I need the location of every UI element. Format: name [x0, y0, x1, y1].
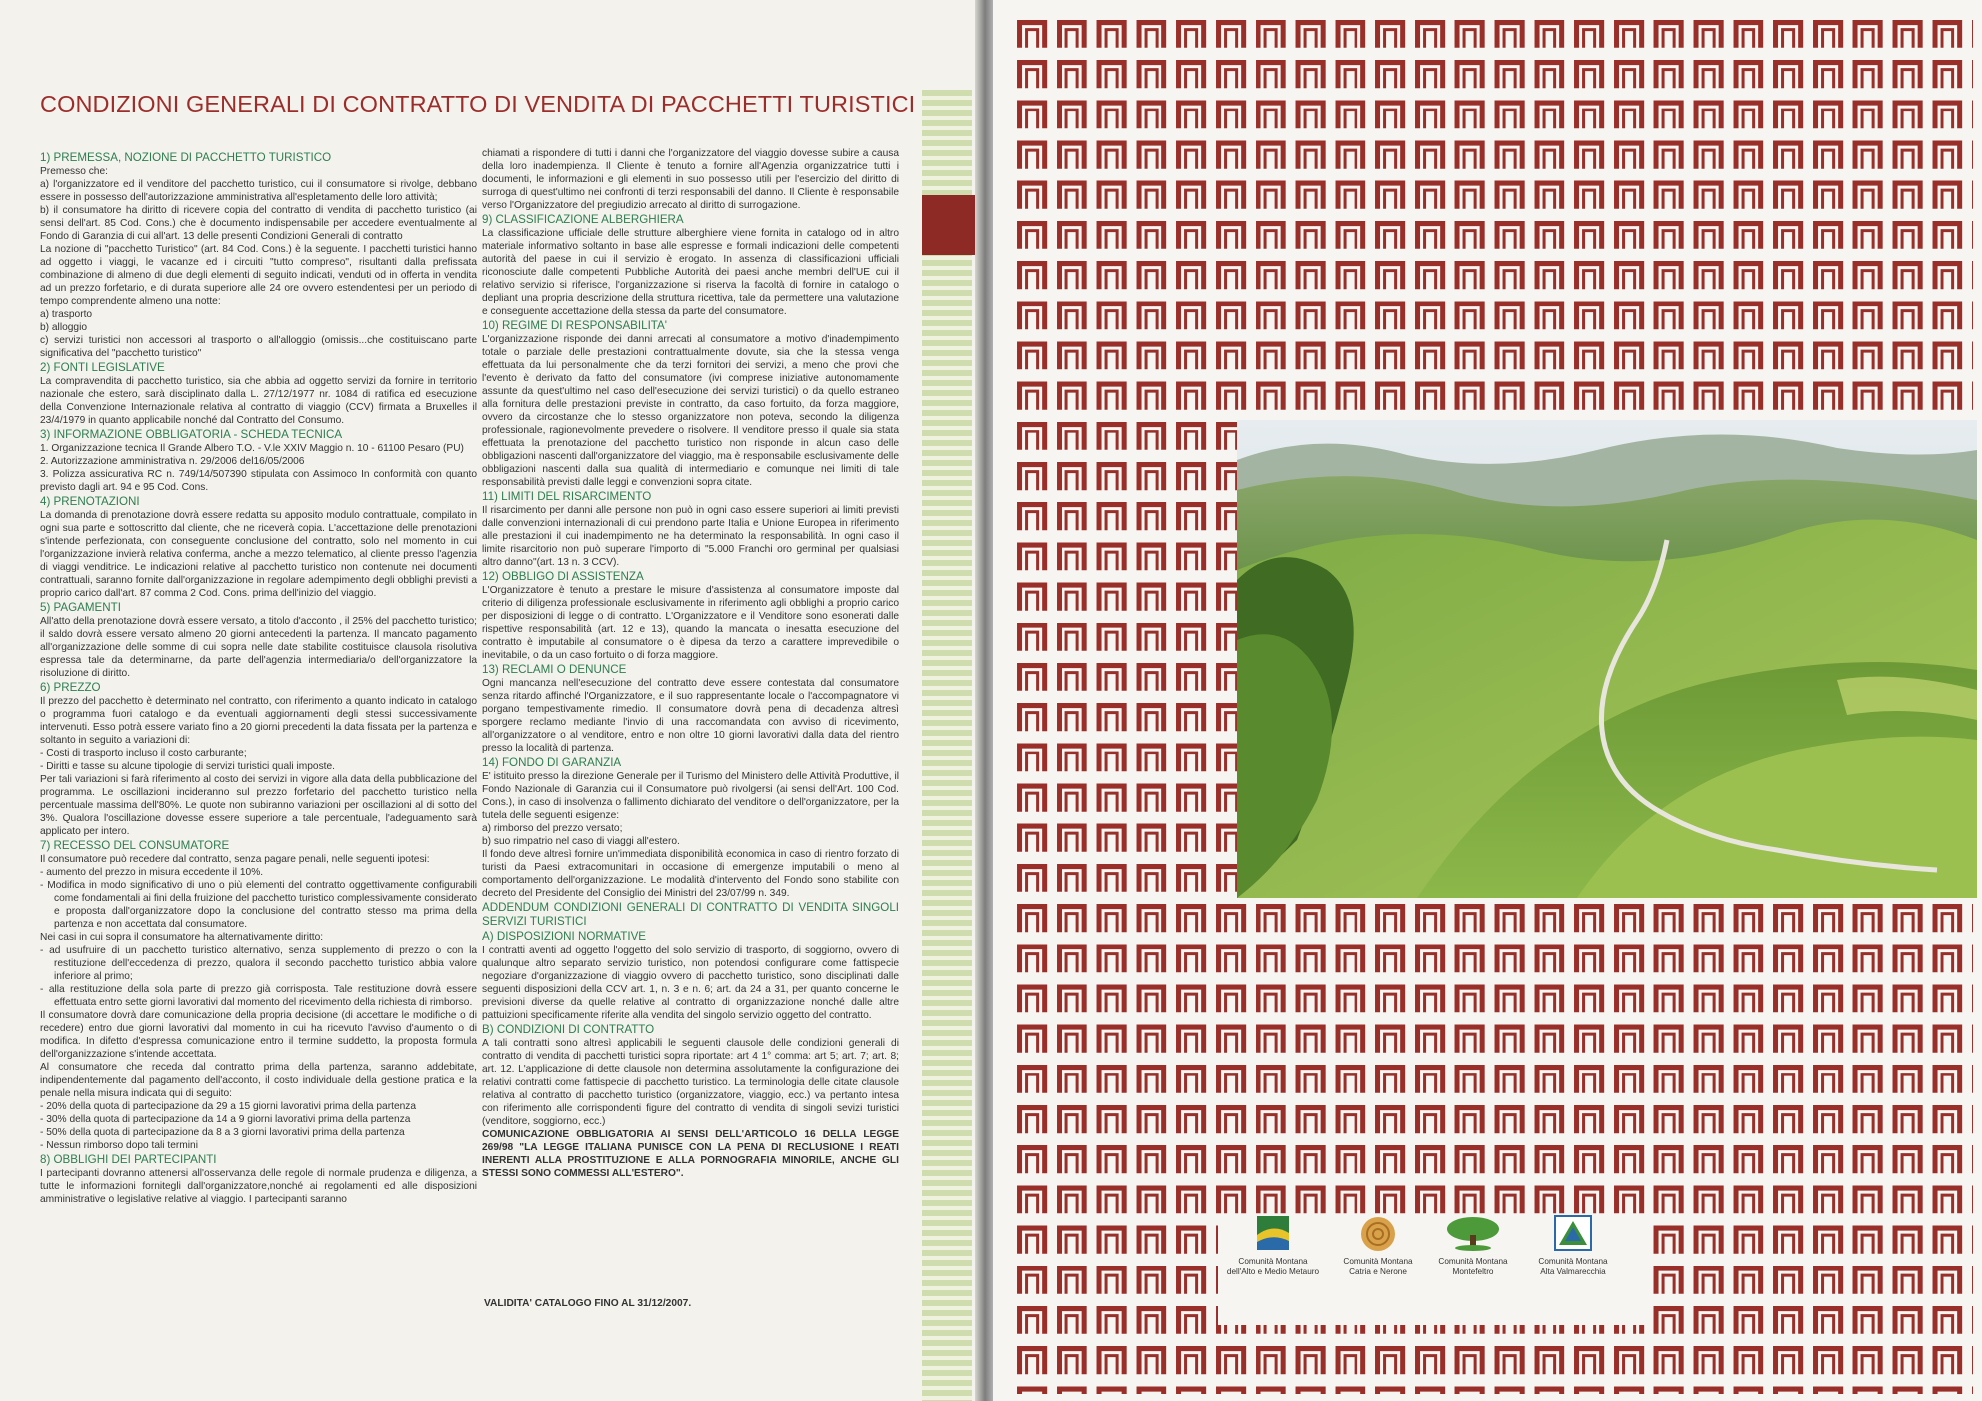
tree-logo-icon	[1418, 1215, 1528, 1253]
paragraph: L'Organizzatore è tenuto a prestare le misure d'assistenza al consumatore imposte dal criterio di diligenza professionale esclusivamente in riferimento agli obblighi a proprio carico per disposizioni di legge o di contratto. L'Organizzatore e il Venditore sono esonerati dalle rispettive responsabilità (art. 12 e 13), quando la mancata o inesatta esecuzione del contratto è imputabile al consumatore o è dipesa da terzo a carattere imprevedibile o inevitabile, o da un caso fortuito o di forza maggiore.	[482, 585, 899, 661]
paragraph: L'organizzazione risponde dei danni arrecati al consumatore a motivo d'inadempimento totale o parziale delle prestazioni contrattualmente dovute, sia che la stessa venga effettuata da lui personalmente che da terzi fornitori dei servizi, a meno che provi che l'evento è derivato da fatto del consumatore (ivi comprese iniziative autonomamente assunte da quest'ultimo nel caso dell'esecuzione dei servizi turistici) o da quello estraneo alla fornitura delle prestazioni previste in contratto, da caso fortuito, da forza maggiore, ovvero da circostanze che lo stesso organizzatore non poteva, secondo la diligenza professionale, ragionevolmente prevedere o risolvere. Il venditore presso il quale sia stata effettuata la prenotazione del pacchetto turistico non risponde in alcun caso delle obbligazioni nascenti dall'organizzatore del viaggio, ma è responsabile esclusivamente delle obbligazioni nascenti dalla sua qualità di intermediario e comunque nei limiti di tale responsabilità previsti dalle leggi e convenzioni sopra citate.	[482, 334, 899, 488]
paragraph: b) suo rimpatrio nel caso di viaggi all'estero.	[482, 836, 680, 847]
paragraph: a) trasporto	[40, 309, 93, 320]
shell-logo-icon	[1323, 1215, 1433, 1253]
paragraph: La domanda di prenotazione dovrà essere redatta su apposito modulo contrattuale, compilato in ogni sua parte e sottoscritto dal cliente, che ne riceverà copia. L'accettazione delle prenotazioni s'intende perfezionata, con conseguente conclusione del contratto, solo nel momento in cui l'organizzazione invierà relativa conferma, anche a mezzo telematico, al cliente presso l'agenzia di viaggi venditrice. Le indicazioni relative al pacchetto turistico non contenute nei documenti contrattuali, saranno fornite dall'organizzazione in regolare adempimento degli obblighi previsti a proprio carico dall'art. 87 comma 2 Cod. Cons. prima dell'inizio del viaggio.	[40, 510, 477, 599]
logo-caption-line1: Comunità Montana	[1238, 1257, 1308, 1266]
section-heading: A) DISPOSIZIONI NORMATIVE	[482, 930, 647, 943]
section-heading: 12) OBBLIGO DI ASSISTENZA	[482, 570, 644, 583]
section-heading: 6) PREZZO	[40, 681, 101, 694]
community-logo	[1518, 1215, 1628, 1277]
list-item: - Modifica in modo significativo di uno o più elementi del contratto oggettivamente configurabili come fondamentali ai fini della fruizione del pacchetto turistico complessivamente considerato e proposta dall'organizzatore dopo la conclusione del contratto stesso ma prima della partenza e non accettata dal consumatore.	[40, 880, 477, 930]
list-item: - Costi di trasporto incluso il costo carburante;	[40, 748, 247, 759]
notice-paragraph: COMUNICAZIONE OBBLIGATORIA AI SENSI DELL'ARTICOLO 16 DELLA LEGGE 269/98 "LA LEGGE ITALIANA PUNISCE CON LA PENA DI RECLUSIONE I REATI INERENTI ALLA PROSTITUZIONE E ALLA PORNOGRAFIA MINORILE, ANCHE GLI STESSI SONO COMMESSI ALL'ESTERO".	[482, 1129, 899, 1179]
paragraph: La compravendita di pacchetto turistico, sia che abbia ad oggetto servizi da fornire in territorio nazionale che estero, sarà disciplinato dalla L. 27/12/1977 nr. 1084 di ratifica ed esecuzione della Convenzione Internazionale relativa al contratto di viaggio (CCV) firmata a Bruxelles il 23/4/1979 in quanto applicabile nonché dal Contratto del Consumo.	[40, 376, 477, 426]
section-heading: B) CONDIZIONI DI CONTRATTO	[482, 1023, 655, 1036]
paragraph: Per tali variazioni si farà riferimento al costo dei servizi in vigore alla data della pubblicazione del programma. Le oscillazioni incideranno sul prezzo forfetario del pacchetto turistico nella percentuale massima dell'80%. Le quote non subiranno variazioni per oscillazioni al di sotto del 3%. Qualora l'oscillazione dovesse essere superiore a tale percentuale, l'adeguamento sarà applicato per intero.	[40, 774, 477, 837]
section-heading: 2) FONTI LEGISLATIVE	[40, 361, 165, 374]
community-logo	[1218, 1215, 1328, 1277]
logo-caption-line2: dell'Alto e Medio Metauro	[1226, 1267, 1320, 1276]
section-heading: 13) RECLAMI O DENUNCE	[482, 663, 627, 676]
paragraph: a) rimborso del prezzo versato;	[482, 823, 623, 834]
landscape-photo	[1237, 420, 1977, 898]
list-item: - aumento del prezzo in misura eccedente il 10%.	[40, 867, 264, 878]
validity-note: VALIDITA' CATALOGO FINO AL 31/12/2007.	[484, 1298, 692, 1309]
paragraph: Il risarcimento per danni alle persone non può in ogni caso essere superiori ai limiti previsti dalle convenzioni internazionali di cui prendono parte Italia e Unione Europea in riferimento alle prestazioni il cui inadempimento ne ha determinato la responsabilità. In ogni caso il limite risarcitorio non può superare l'importo di "5.000 Franchi oro germinal per qualsiasi altro danno"(art. 13 n. 3 CCV).	[482, 505, 899, 568]
logo-caption-line2: Montefeltro	[1452, 1267, 1494, 1276]
list-item: - ad usufruire di un pacchetto turistico alternativo, senza supplemento di prezzo o con la restituzione dell'eccedenza di prezzo, qualora il secondo pacchetto turistico abbia valore inferiore al primo;	[40, 945, 477, 982]
paragraph: La classificazione ufficiale delle strutture alberghiere viene fornita in catalogo od in altro materiale informativo soltanto in base alle espresse e formali indicazioni delle competenti autorità del paese in cui il servizio è erogato. In assenza di classificazioni ufficiali riconosciute dalle competenti Pubbliche Autorità dei paesi anche membri dell'UE cui il relativo servizio si riferisce, l'organizzazione si riserva la facoltà di fornire in catalogo o depliant una propria descrizione della struttura ricettiva, tale da permettere una valutazione e conseguente accettazione della stessa da parte del consumatore.	[482, 228, 899, 317]
paragraph: Il prezzo del pacchetto è determinato nel contratto, con riferimento a quanto indicato in catalogo o programma fuori catalogo e da eventuali aggiornamenti degli stessi successivamente intervenuti. Esso potrà essere variato fino a 20 giorni precedenti la data fissata per la partenza e soltanto in seguito a variazioni di:	[40, 696, 477, 746]
community-logo	[1418, 1215, 1528, 1277]
paragraph: I contratti aventi ad oggetto l'oggetto del solo servizio di trasporto, di soggiorno, ovvero di qualunque altro separato servizio turistico, non potendosi configurare come fattispecie negoziare d'organizzazione di viaggio ovvero di pacchetto turistico, sono disciplinati dalle seguenti disposizioni della CCV art. 1, n. 3 e n. 6; art. da 24 a 31, per quanto concerne le previsioni diverse da quelle relative al contratto di organizzazione nonché dalle altre pattuizioni specificamente riferite alla vendita del singolo servizio oggetto del contratto.	[482, 945, 899, 1021]
section-heading: ADDENDUM CONDIZIONI GENERALI DI CONTRATTO DI VENDITA SINGOLI SERVIZI TURISTICI	[482, 901, 899, 928]
list-item: - Nessun rimborso dopo tali termini	[40, 1140, 198, 1151]
section-heading: 5) PAGAMENTI	[40, 601, 121, 614]
paragraph: 1. Organizzazione tecnica Il Grande Albero T.O. - V.le XXIV Maggio n. 10 - 61100 Pesaro (PU)	[40, 443, 464, 454]
logo-caption-line2: Alta Valmarecchia	[1540, 1267, 1606, 1276]
section-heading: 4) PRENOTAZIONI	[40, 495, 140, 508]
logo-caption-line1: Comunità Montana	[1538, 1257, 1608, 1266]
logo-caption-line2: Catria e Nerone	[1349, 1267, 1407, 1276]
text-column-right	[482, 147, 899, 1180]
section-heading: 9) CLASSIFICAZIONE ALBERGHIERA	[482, 213, 684, 226]
paragraph: Nei casi in cui sopra il consumatore ha alternativamente diritto:	[40, 932, 324, 943]
decorative-stripes	[922, 90, 972, 1401]
paragraph: b) il consumatore ha diritto di ricevere copia del contratto di vendita di pacchetto turistico (ai sensi dell'art. 85 Cod. Cons.) che è documento indispensabile per accedere eventualmente al Fondo di Garanzia di cui all'art. 13 delle presenti Condizioni Generali di contratto	[40, 205, 477, 242]
text-column-left	[40, 150, 477, 1206]
list-item: - 20% della quota di partecipazione da 29 a 15 giorni lavorativi prima della partenza	[40, 1101, 417, 1112]
paragraph: c) servizi turistici non accessori al trasporto o all'alloggio (omissis...che costituiscano parte significativa del "pacchetto turistico"	[40, 335, 477, 359]
page-title: CONDIZIONI GENERALI DI CONTRATTO DI VENDITA DI PACCHETTI TURISTICI	[40, 91, 916, 117]
logo-caption-line1: Comunità Montana	[1343, 1257, 1413, 1266]
triangle-logo-icon	[1518, 1215, 1628, 1253]
paragraph: b) alloggio	[40, 322, 88, 333]
section-heading: 11) LIMITI DEL RISARCIMENTO	[482, 490, 652, 503]
paragraph: Premesso che:	[40, 166, 108, 177]
list-item: - 30% della quota di partecipazione da 14 a 9 giorni lavorativi prima della partenza	[40, 1114, 411, 1125]
paragraph: 3. Polizza assicurativa RC n. 749/14/507390 stipulata con Assimoco In conformità con quanto previsto dagli art. 94 e 95 Cod. Cons.	[40, 469, 477, 493]
paragraph: Il consumatore può recedere dal contratto, senza pagare penali, nelle seguenti ipotesi:	[40, 854, 430, 865]
section-heading: 10) REGIME DI RESPONSABILITA'	[482, 319, 667, 332]
paragraph: chiamati a rispondere di tutti i danni che l'organizzatore del viaggio dovesse subire a causa della loro inadempienza. Il Cliente è tenuto a fornire all'Agenzia organizzatrice tutti i documenti, le informazioni e gli elementi in suo possesso utili per l'esercizio del diritto di surroga di quest'ultimo nei confronti di terzi responsabili del danno. Il Cliente è responsabile verso l'Organizzatore del pregiudizio arrecato al diritto di surrogazione.	[482, 148, 899, 211]
logo-caption-line1: Comunità Montana	[1438, 1257, 1508, 1266]
section-heading: 7) RECESSO DEL CONSUMATORE	[40, 839, 230, 852]
paragraph: A tali contratti sono altresì applicabili le seguenti clausole delle condizioni generali di contratto di vendita di pacchetti turistici sopra riportate: art 4 1° comma: art 5; art. 7; art. 8; art. 12. L'applicazione di dette clausole non determina assolutamente la configurazione dei relativi contratti come fattispecie di pacchetto turistico. La terminologia delle citate clausole relativa al contratto di pacchetto turistico (organizzatore, viaggio, ecc.) va pertanto intesa con riferimento alle corrispondenti figure del contratto di vendita di singoli sevizi turistici (venditore, soggiorno, ecc.)	[482, 1038, 899, 1127]
paragraph: Al consumatore che receda dal contratto prima della partenza, saranno addebitate, indipendentemente dal pagamento dell'acconto, il costo individuale della gestione pratica e la penale nella misura indicata qui di seguito:	[40, 1062, 477, 1099]
page-gutter	[975, 0, 995, 1401]
metauro-logo-icon	[1218, 1215, 1328, 1253]
left-page	[0, 0, 985, 1401]
paragraph: E' istituito presso la direzione Generale per il Turismo del Ministero delle Attività Produttive, il Fondo Nazionale di Garanzia cui il Consumatore può rivolgersi (ai sensi dell'Art. 100 Cod. Cons.), in caso di insolvenza o fallimento dichiarato del venditore o dell'organizzatore, per la tutela delle seguenti esigenze:	[482, 771, 899, 821]
section-heading: 3) INFORMAZIONE OBBLIGATORIA - SCHEDA TECNICA	[40, 428, 343, 441]
section-heading: 8) OBBLIGHI DEI PARTECIPANTI	[40, 1153, 217, 1166]
paragraph: All'atto della prenotazione dovrà essere versato, a titolo d'acconto , il 25% del pacchetto turistico; il saldo dovrà essere versato almeno 20 giorni antecedenti la partenza. Il mancato pagamento all'organizzazione delle somme di cui sopra nelle date stabilite costituisce clausola risolutiva espressa tale da determinarne, da parte dell'agenzia intermediaria/o dell'organizzatore la risoluzione di diritto.	[40, 616, 477, 679]
list-item: - Diritti e tasse su alcune tipologie di servizi turistici quali imposte.	[40, 761, 335, 772]
paragraph: La nozione di "pacchetto Turistico" (art. 84 Cod. Cons.) è la seguente. I pacchetti turistici hanno ad oggetto i viaggi, le vacanze ed i circuiti "tutto compreso", risultanti dalla prefissata combinazione di almeno di due degli elementi di seguito indicati, venduti od in offerta in vendita ad un prezzo forfetario, e di durata superiore alle 24 ore ovvero estendentesi per un periodo di tempo comprendente almeno una notte:	[40, 244, 477, 307]
community-logo	[1323, 1215, 1433, 1277]
paragraph: I partecipanti dovranno attenersi all'osservanza delle regole di normale prudenza e diligenza, a tutte le informazioni fornitegli dall'organizzatore,nonché ai regolamenti ed alle disposizioni amministrative o legislative relative al viaggio. I partecipanti saranno	[40, 1168, 477, 1205]
paragraph: Il consumatore dovrà dare comunicazione della propria decisione (di accettare le modifiche o di recedere) entro due giorni lavorativi dal momento in cui ha ricevuto l'avviso d'aumento o di modifica. In difetto d'espressa comunicazione entro il termine suddetto, la proposta formula dell'organizzazione s'intende accettata.	[40, 1010, 477, 1060]
paragraph: Ogni mancanza nell'esecuzione del contratto deve essere contestata dal consumatore senza ritardo affinché l'Organizzatore, e il suo rappresentante locale o l'accompagnatore vi porgano tempestivamente rimedio. Il consumatore dovrà pena di decadenza altresì sporgere reclamo mediante l'invio di una raccomandata con avviso di ricevimento, all'organizzatore o al venditore, entro e non oltre 10 giorni lavorativi dalla data del rientro presso la località di partenza.	[482, 678, 899, 754]
paragraph: Il fondo deve altresì fornire un'immediata disponibilità economica in caso di rientro forzato di turisti da Paesi extracomunitari in occasione di emergenze imputabili o meno al comportamento dell'organizzazione. Le modalità d'intervento del Fondo sono stabilite con decreto del Presidente del Consiglio dei Ministri del 23/07/99 n. 349.	[482, 849, 899, 899]
list-item: - alla restituzione della sola parte di prezzo già corrisposta. Tale restituzione dovrà essere effettuata entro sette giorni lavorativi dal momento del ricevimento della richiesta di rimborso.	[40, 984, 477, 1008]
right-page	[993, 0, 1982, 1401]
logo-row	[1218, 1215, 1648, 1325]
list-item: - 50% della quota di partecipazione da 8 a 3 giorni lavorativi prima della partenza	[40, 1127, 405, 1138]
section-heading: 14) FONDO DI GARANZIA	[482, 756, 622, 769]
paragraph: 2. Autorizzazione amministrativa n. 29/2006 del16/05/2006	[40, 456, 305, 467]
paragraph: a) l'organizzatore ed il venditore del pacchetto turistico, cui il consumatore si rivolge, debbano essere in possesso dell'autorizzazione amministrativa all'espletamento delle loro attività;	[40, 179, 477, 203]
section-heading: 1) PREMESSA, NOZIONE DI PACCHETTO TURISTICO	[40, 151, 332, 164]
